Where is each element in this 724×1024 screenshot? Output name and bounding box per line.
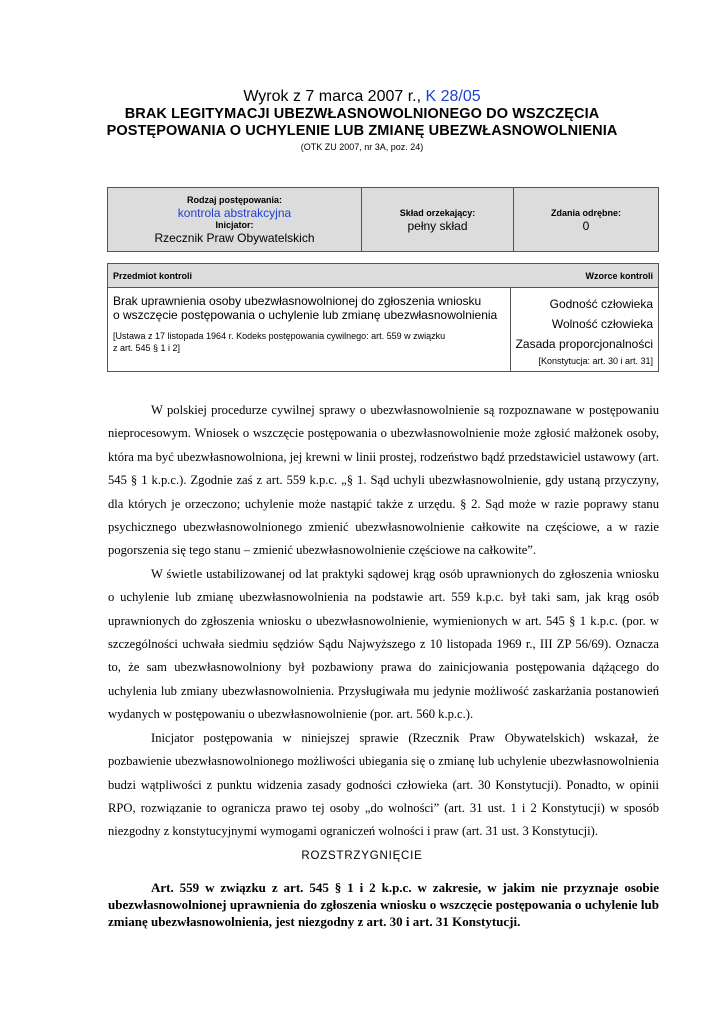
statute-line-2: z art. 545 § 1 i 2]	[113, 343, 181, 353]
proceeding-type-cell	[108, 188, 362, 251]
pattern-item: Zasada proporcjonalności	[515, 337, 653, 351]
patterns-header: Wzorce kontroli	[585, 270, 653, 281]
paragraph: Inicjator postępowania w niniejszej sprawie (Rzecznik Praw Obywatelskich) wskazał, że pozbawienie ubezwłasnowolnionego możliwości ubiegania się o zmianę lub uchylenie ubezwłasnowolnienia budzi wątpliwości z punktu widzenia zasady godności człowieka (art. 30 Konstytucji). Ponadto, w opinii RPO, rozwiązanie to ogranicza prawo tej osoby „do wolności” (art. 31 ust. 1 i 2 Konstytucji) w sposób niezgodny z konstytucyjnymi wymogami ograniczeń wolności i praw (art. 31 ust. 3 Konstytucji).	[108, 730, 659, 839]
subject-line-1: Brak uprawnienia osoby ubezwłasnowolnionej do zgłoszenia wniosku	[113, 294, 482, 308]
control-box-body	[108, 288, 658, 371]
constitution-reference: [Konstytucja: art. 30 i art. 31]	[538, 356, 653, 366]
decision-text: Art. 559 w związku z art. 545 § 1 i 2 k.p.c. w zakresie, w jakim nie przyznaje osobie ubezwłasnowolnionej uprawnienia do zgłoszenia wniosku o wszczęcie postępowania o uchylenie lub zmianę ubezwłasnowolnienia, jest niezgodny z art. 30 i art. 31 Konstytucji.	[108, 880, 659, 929]
citation: (OTK ZU 2007, nr 3A, poz. 24)	[300, 142, 424, 152]
heading-line-2: POSTĘPOWANIA O UCHYLENIE LUB ZMIANĘ UBEZWŁASNOWOLNIENIA	[106, 123, 618, 139]
judgment-title	[0, 88, 724, 106]
bench-label: Skład orzekający:	[399, 208, 476, 218]
dissent-value: 0	[582, 219, 590, 233]
paragraph: W polskiej procedurze cywilnej sprawy o ubezwłasnowolnienie są rozpoznawane w postępowaniu nieprocesowym. Wniosek o wszczęcie postępowania o ubezwłasnowolnienie może zgłosić małżonek osoby, która ma być ubezwłasnowolniona, jej krewni w linii prostej, rodzeństwo bądź przedstawiciel ustawowy (art. 545 § 1 k.p.c.). Zgodnie zaś z art. 559 k.p.c. „§ 1. Sąd uchyli ubezwłasnowolnienie, gdy ustaną przyczyny, dla których je orzeczono; uchylenie może nastąpić także z urzędu. § 2. Sąd może w razie poprawy stanu psychicznego ubezwłasnowolnionego zmienić ubezwłasnowolnienie całkowite na częściowe, a w razie pogorszenia się tego stanu – zmienić ubezwłasnowolnienie częściowe na całkowite”.	[108, 403, 659, 558]
statute-reference	[113, 330, 505, 354]
subject-cell	[108, 288, 511, 371]
control-box	[107, 263, 659, 372]
dissent-cell	[514, 188, 658, 251]
case-number-link[interactable]: K 28/05	[425, 88, 481, 105]
subject-header: Przedmiot kontroli	[113, 270, 193, 281]
judgment-date: Wyrok z 7 marca 2007 r.,	[243, 88, 422, 105]
dissent-label: Zdania odrębne:	[550, 208, 621, 218]
statute-line-1: [Ustawa z 17 listopada 1964 r. Kodeks postępowania cywilnego: art. 559 w związku	[113, 331, 446, 341]
initiator-label: Inicjator:	[215, 220, 254, 230]
paragraph: W świetle ustabilizowanej od lat praktyki sądowej krąg osób uprawnionych do zgłoszenia wniosku o uchylenie lub zmianę ubezwłasnowolnienia na podstawie art. 559 k.p.c. był taki sam, jak krąg osób uprawnionych do zgłoszenia wniosku o ubezwłasnowolnienie, wymienionych w art. 545 § 1 k.p.c. (por. w szczególności uchwała siedmiu sędziów Sądu Najwyższego z 10 listopada 1969 r., III ZP 56/69). Oznacza to, że sam ubezwłasnowolniony był pozbawiony prawa do zainicjowania postępowania dążącego do uchylenia lub zmiany ubezwłasnowolnienia. Przysługiwała mu jedynie możliwość zaskarżania postanowień wydanych w postępowaniu o ubezwłasnowolnienie (por. art. 560 k.p.c.).	[108, 566, 659, 722]
decision-heading: ROZSTRZYGNIĘCIE	[301, 850, 423, 862]
heading-line-1: BRAK LEGITYMACJI UBEZWŁASNOWOLNIONEGO DO WSZCZĘCIA	[124, 106, 600, 122]
pattern-item: Godność człowieka	[549, 297, 653, 311]
subject-line-2: o wszczęcie postępowania o uchylenie lub zmianę ubezwłasnowolnienia	[113, 308, 498, 322]
bench-cell	[362, 188, 514, 251]
bench-value: pełny skład	[407, 219, 468, 233]
body-text	[108, 399, 659, 844]
initiator-value: Rzecznik Praw Obywatelskich	[154, 231, 315, 245]
proceeding-type-link[interactable]: kontrola abstrakcyjna	[177, 206, 292, 220]
patterns-cell	[511, 288, 658, 371]
control-box-header	[108, 264, 658, 288]
pattern-item: Wolność człowieka	[551, 317, 653, 331]
proceeding-info-box	[107, 187, 659, 252]
proceeding-type-label: Rodzaj postępowania:	[186, 195, 282, 205]
